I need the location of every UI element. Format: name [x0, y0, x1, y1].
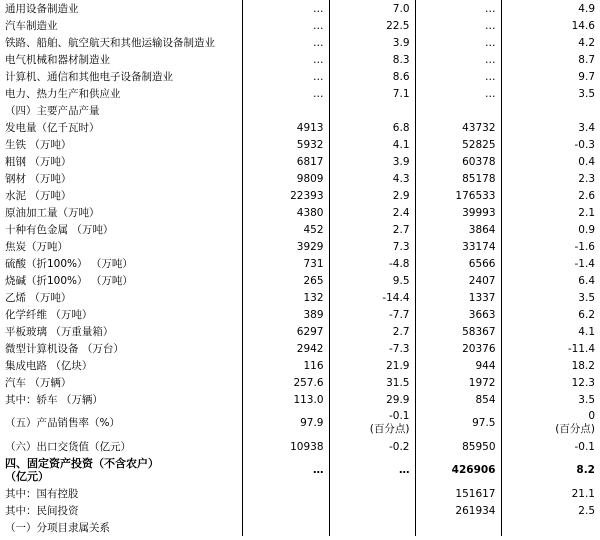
cell-cumulative-change: -0.1	[501, 438, 600, 455]
cell-cumulative-change: 12.3	[501, 374, 600, 391]
row-label-line1: 四、固定资产投资（不含农户）	[5, 457, 159, 470]
row-label	[0, 455, 242, 485]
table-row	[0, 238, 600, 255]
table-row	[0, 357, 600, 374]
row-label: 其中：国有控股	[5, 487, 79, 500]
cell-month-change: 7.0	[329, 0, 415, 17]
table-row	[0, 323, 600, 340]
cell-month-change: 8.6	[329, 68, 415, 85]
cell-month-value: 116	[242, 357, 329, 374]
cell-cumulative-value: 33174	[415, 238, 501, 255]
cell-empty	[415, 519, 501, 536]
table-row	[0, 289, 600, 306]
row-label: （一）分项目隶属关系	[5, 521, 110, 534]
cell-cumulative-change: -1.4	[501, 255, 600, 272]
table-row-private-investment	[0, 502, 600, 519]
cell-cumulative-value: 2407	[415, 272, 501, 289]
cell-month-change: -0.2	[329, 438, 415, 455]
cell-month-value: 22393	[242, 187, 329, 204]
cell-cumulative-value: 60378	[415, 153, 501, 170]
table-row	[0, 221, 600, 238]
cell-cumulative-value: 3663	[415, 306, 501, 323]
cell-month-value: 97.9	[242, 408, 329, 438]
cell-month-value: 3929	[242, 238, 329, 255]
row-label: 硫酸（折100%） （万吨）	[5, 257, 133, 270]
cell-month-value: …	[242, 17, 329, 34]
cell-month-value: 5932	[242, 136, 329, 153]
table-tail	[0, 408, 600, 536]
cell-month-value: 10938	[242, 438, 329, 455]
cell-month-value: …	[242, 34, 329, 51]
table-row	[0, 136, 600, 153]
cell-month-change: 7.1	[329, 85, 415, 102]
table-row	[0, 102, 600, 119]
table-row	[0, 34, 600, 51]
table-row	[0, 0, 600, 17]
cell-cumulative-value: 176533	[415, 187, 501, 204]
cell-month-value: 6817	[242, 153, 329, 170]
cell-month-change: 2.7	[329, 323, 415, 340]
cell-month-change: 9.5	[329, 272, 415, 289]
table-row	[0, 272, 600, 289]
cell-cumulative-change: 21.1	[501, 485, 600, 502]
row-label-line2: （亿元）	[5, 470, 49, 483]
table-row	[0, 170, 600, 187]
cell-month-value: 452	[242, 221, 329, 238]
cell-cumulative-change: 2.6	[501, 187, 600, 204]
cell-value: 0	[588, 410, 595, 422]
table-row-state-holding	[0, 485, 600, 502]
cell-cumulative-change: 2.1	[501, 204, 600, 221]
cell-cumulative-value: 854	[415, 391, 501, 408]
row-label: 铁路、船舶、航空航天和其他运输设备制造业	[5, 36, 215, 49]
cell-month-change: 3.9	[329, 34, 415, 51]
cell-month-value: 4913	[242, 119, 329, 136]
table-row	[0, 68, 600, 85]
row-label: 化学纤维 （万吨）	[5, 308, 93, 321]
cell-month-change	[329, 485, 415, 502]
cell-month-change: -14.4	[329, 289, 415, 306]
cell-cumulative-change: 6.2	[501, 306, 600, 323]
row-label: 烧碱（折100%） （万吨）	[5, 274, 133, 287]
table-row	[0, 255, 600, 272]
row-label: 其中：民间投资	[5, 504, 79, 517]
cell-cumulative-value: 6566	[415, 255, 501, 272]
cell-unit: (百分点)	[555, 423, 595, 435]
cell-cumulative-change: 14.6	[501, 17, 600, 34]
cell-cumulative-change: 8.7	[501, 51, 600, 68]
cell-cumulative-value: 85950	[415, 438, 501, 455]
cell-month-change: 4.3	[329, 170, 415, 187]
cell-cumulative-value: …	[415, 85, 501, 102]
cell-month-change: 22.5	[329, 17, 415, 34]
cell-cumulative-change: 4.9	[501, 0, 600, 17]
cell-month-value	[242, 502, 329, 519]
table-row	[0, 340, 600, 357]
cell-month-value: …	[242, 68, 329, 85]
table-row	[0, 306, 600, 323]
row-label: 乙烯 （万吨）	[5, 291, 72, 304]
cell-month-change: 4.1	[329, 136, 415, 153]
cell-cumulative-change: -11.4	[501, 340, 600, 357]
cell-cumulative-value: 39993	[415, 204, 501, 221]
cell-month-change: 3.9	[329, 153, 415, 170]
row-label: （六）出口交货值（亿元）	[5, 440, 131, 453]
cell-month-change: -4.8	[329, 255, 415, 272]
cell-empty	[501, 519, 600, 536]
cell-cumulative-value: …	[415, 34, 501, 51]
cell-empty	[329, 519, 415, 536]
table-row	[0, 187, 600, 204]
cell-cumulative-value: 52825	[415, 136, 501, 153]
cell-month-value: 132	[242, 289, 329, 306]
cell-month-value: …	[242, 455, 329, 485]
cell-cumulative-value: 1972	[415, 374, 501, 391]
cell-month-change: 8.3	[329, 51, 415, 68]
cell-month-value	[242, 102, 329, 119]
cell-cumulative-change: 4.2	[501, 34, 600, 51]
cell-cumulative-value: 151617	[415, 485, 501, 502]
table-row	[0, 85, 600, 102]
cell-cumulative-change: 3.4	[501, 119, 600, 136]
table-row	[0, 119, 600, 136]
cell-cumulative-change: -1.6	[501, 238, 600, 255]
row-label: （五）产品销售率（%）	[5, 417, 120, 429]
cell-month-value: 113.0	[242, 391, 329, 408]
row-label: 粗钢 （万吨）	[5, 155, 72, 168]
cell-month-change	[329, 102, 415, 119]
cell-month-change: -7.7	[329, 306, 415, 323]
cell-cumulative-value: …	[415, 0, 501, 17]
row-label: 十种有色金属 （万吨）	[5, 223, 114, 236]
cell-cumulative-change	[501, 102, 600, 119]
cell-cumulative-change: 3.5	[501, 85, 600, 102]
cell-cumulative-value	[415, 102, 501, 119]
cell-cumulative-value: 1337	[415, 289, 501, 306]
cell-cumulative-value: 261934	[415, 502, 501, 519]
cell-month-value: 6297	[242, 323, 329, 340]
cell-month-value: 2942	[242, 340, 329, 357]
cell-cumulative-change: 0.9	[501, 221, 600, 238]
cell-month-change: -7.3	[329, 340, 415, 357]
cell-cumulative-change: 3.5	[501, 289, 600, 306]
cell-month-change: 21.9	[329, 357, 415, 374]
cell-month-change: 29.9	[329, 391, 415, 408]
cell-month-value: 731	[242, 255, 329, 272]
table-row	[0, 153, 600, 170]
cell-cumulative-change: 2.5	[501, 502, 600, 519]
cell-month-change: 2.9	[329, 187, 415, 204]
row-label: 汽车 （万辆）	[5, 376, 72, 389]
cell-cumulative-value: …	[415, 68, 501, 85]
cell-cumulative-change	[501, 408, 600, 438]
cell-month-change: 2.7	[329, 221, 415, 238]
cell-cumulative-value: 85178	[415, 170, 501, 187]
cell-month-value: …	[242, 51, 329, 68]
cell-cumulative-value: 944	[415, 357, 501, 374]
row-label: 其中：轿车 （万辆）	[5, 393, 103, 406]
cell-month-change: 7.3	[329, 238, 415, 255]
row-label: 集成电路 （亿块）	[5, 359, 93, 372]
cell-cumulative-change: 6.4	[501, 272, 600, 289]
cell-cumulative-change: 3.5	[501, 391, 600, 408]
cell-cumulative-value: 58367	[415, 323, 501, 340]
row-label: 电力、热力生产和供应业	[5, 87, 121, 100]
cell-month-value: 265	[242, 272, 329, 289]
table-row-subsection	[0, 519, 600, 536]
cell-month-change	[329, 408, 415, 438]
row-label: 汽车制造业	[5, 19, 58, 32]
cell-cumulative-value: …	[415, 51, 501, 68]
cell-value: -0.1	[389, 410, 410, 422]
row-label: 计算机、通信和其他电子设备制造业	[5, 70, 173, 83]
cell-month-change: 31.5	[329, 374, 415, 391]
table-row	[0, 51, 600, 68]
cell-month-value: 257.6	[242, 374, 329, 391]
row-label: （四）主要产品产量	[5, 104, 100, 117]
cell-cumulative-change: 2.3	[501, 170, 600, 187]
cell-cumulative-change: 8.2	[501, 455, 600, 485]
cell-month-value	[242, 485, 329, 502]
cell-cumulative-value: 3864	[415, 221, 501, 238]
cell-cumulative-change: 9.7	[501, 68, 600, 85]
cell-cumulative-value: 20376	[415, 340, 501, 357]
cell-month-value: 9809	[242, 170, 329, 187]
row-label: 水泥 （万吨）	[5, 189, 72, 202]
cell-month-value: …	[242, 85, 329, 102]
cell-cumulative-value: 426906	[415, 455, 501, 485]
cell-month-value: …	[242, 0, 329, 17]
cell-cumulative-change: 18.2	[501, 357, 600, 374]
table-row-investment	[0, 455, 600, 485]
row-label: 焦炭（万吨）	[5, 240, 68, 253]
cell-cumulative-value: 43732	[415, 119, 501, 136]
row-label: 通用设备制造业	[5, 2, 79, 15]
cell-month-change: 6.8	[329, 119, 415, 136]
cell-cumulative-value: 97.5	[415, 408, 501, 438]
table-row-export-value	[0, 438, 600, 455]
cell-cumulative-change: -0.3	[501, 136, 600, 153]
table-row	[0, 204, 600, 221]
cell-month-value: 389	[242, 306, 329, 323]
table-row	[0, 17, 600, 34]
cell-month-change: …	[329, 455, 415, 485]
cell-cumulative-change: 0.4	[501, 153, 600, 170]
table-row	[0, 374, 600, 391]
row-label: 钢材 （万吨）	[5, 172, 72, 185]
cell-month-value: 4380	[242, 204, 329, 221]
table-row-sales-rate	[0, 408, 600, 438]
row-label: 原油加工量（万吨）	[5, 206, 100, 219]
cell-month-change: 2.4	[329, 204, 415, 221]
row-label: 生铁 （万吨）	[5, 138, 72, 151]
row-label: 平板玻璃 （万重量箱）	[5, 325, 114, 338]
cell-unit: (百分点)	[369, 423, 410, 435]
row-label: 微型计算机设备 （万台）	[5, 342, 124, 355]
cell-cumulative-value: …	[415, 17, 501, 34]
cell-month-change	[329, 502, 415, 519]
row-label: 电气机械和器材制造业	[5, 53, 110, 66]
cell-cumulative-change: 4.1	[501, 323, 600, 340]
table-row	[0, 391, 600, 408]
row-label: 发电量（亿千瓦时）	[5, 121, 100, 134]
cell-empty	[242, 519, 329, 536]
